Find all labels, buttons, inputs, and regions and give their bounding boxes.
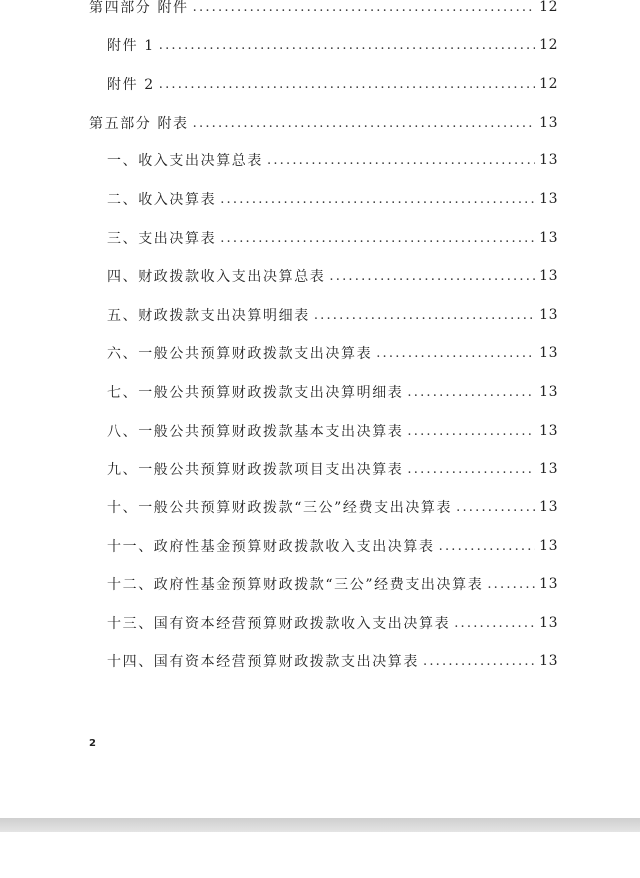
toc-entry-label: 三、支出决算表 (107, 231, 217, 247)
toc-leader-dots (407, 424, 535, 439)
toc-entry-label: 附件 2 (107, 77, 155, 93)
toc-entry-label: 四、财政拨款收入支出决算总表 (107, 269, 326, 285)
toc-leader-dots (159, 77, 535, 92)
toc-entry-label: 九、一般公共预算财政拨款项目支出决算表 (107, 462, 404, 478)
toc-leader-dots (220, 231, 535, 246)
toc-entry-page: 13 (539, 115, 558, 131)
toc-entry-page: 13 (539, 307, 558, 323)
toc-entry-table-6[interactable] (107, 342, 558, 364)
toc-leader-dots (439, 539, 536, 554)
toc-entry-part-four[interactable] (89, 0, 558, 18)
toc-entry-page: 13 (539, 345, 558, 361)
toc-entry-label: 二、收入决算表 (107, 192, 217, 208)
toc-entry-part-five[interactable] (89, 112, 558, 134)
toc-entry-table-13[interactable] (107, 612, 558, 634)
toc-entry-label: 十四、国有资本经营预算财政拨款支出决算表 (107, 654, 419, 670)
toc-entry-label: 十、一般公共预算财政拨款“三公”经费支出决算表 (107, 500, 453, 516)
toc-entry-table-14[interactable] (107, 650, 558, 672)
toc-entry-label: 十二、政府性基金预算财政拨款“三公”经费支出决算表 (107, 577, 484, 593)
toc-leader-dots (314, 308, 535, 323)
toc-entry-table-3[interactable] (107, 227, 558, 249)
toc-entry-label: 第四部分 附件 (89, 0, 189, 16)
toc-entry-table-5[interactable] (107, 304, 558, 326)
toc-entry-label: 十三、国有资本经营预算财政拨款收入支出决算表 (107, 616, 451, 632)
toc-entry-page: 13 (539, 461, 558, 477)
toc-leader-dots (376, 346, 535, 361)
toc-entry-page: 13 (539, 499, 558, 515)
toc-entry-page: 13 (539, 653, 558, 669)
toc-leader-dots (407, 462, 535, 477)
toc-leader-dots (454, 616, 535, 631)
toc-entry-label: 一、收入支出决算总表 (107, 153, 263, 169)
toc-leader-dots (329, 269, 535, 284)
toc-leader-dots (159, 38, 535, 53)
toc-entry-table-7[interactable] (107, 381, 558, 403)
toc-entry-label: 附件 1 (107, 38, 155, 54)
toc-entry-label: 十一、政府性基金预算财政拨款收入支出决算表 (107, 539, 435, 555)
toc-entry-label: 五、财政拨款支出决算明细表 (107, 308, 310, 324)
toc-leader-dots (220, 192, 535, 207)
toc-entry-page: 13 (539, 230, 558, 246)
toc-entry-table-12[interactable] (107, 573, 558, 595)
toc-entry-page: 13 (539, 423, 558, 439)
toc-entry-attachment-2[interactable] (107, 73, 558, 95)
toc-entry-label: 七、一般公共预算财政拨款支出决算明细表 (107, 385, 404, 401)
toc-entry-table-8[interactable] (107, 420, 558, 442)
toc-leader-dots (456, 500, 535, 515)
toc-leader-dots (487, 577, 535, 592)
toc-entry-table-2[interactable] (107, 188, 558, 210)
toc-entry-label: 八、一般公共预算财政拨款基本支出决算表 (107, 424, 404, 440)
toc-entry-table-11[interactable] (107, 535, 558, 557)
toc-entry-page: 13 (539, 191, 558, 207)
toc-leader-dots (193, 0, 536, 15)
toc-entry-attachment-1[interactable] (107, 34, 558, 56)
toc-entry-label: 六、一般公共预算财政拨款支出决算表 (107, 346, 373, 362)
toc-entry-page: 13 (539, 538, 558, 554)
toc-entry-page: 13 (539, 576, 558, 592)
toc-entry-label: 第五部分 附表 (89, 116, 189, 132)
page-separator (0, 818, 640, 832)
toc-entry-page: 13 (539, 268, 558, 284)
toc-entry-table-9[interactable] (107, 458, 558, 480)
toc-entry-page: 13 (539, 615, 558, 631)
toc-leader-dots (267, 153, 535, 168)
toc-entry-page: 13 (539, 152, 558, 168)
next-page-top (0, 832, 640, 878)
toc-leader-dots (423, 654, 535, 669)
toc-entry-page: 12 (539, 0, 558, 15)
toc-entry-table-10[interactable] (107, 496, 558, 518)
toc-entry-page: 12 (539, 37, 558, 53)
page-number: 2 (89, 738, 96, 749)
toc-entry-table-1[interactable] (107, 149, 558, 171)
toc-entry-table-4[interactable] (107, 265, 558, 287)
toc-leader-dots (193, 116, 536, 131)
toc-entry-page: 12 (539, 76, 558, 92)
toc-entry-page: 13 (539, 384, 558, 400)
toc-leader-dots (407, 385, 535, 400)
